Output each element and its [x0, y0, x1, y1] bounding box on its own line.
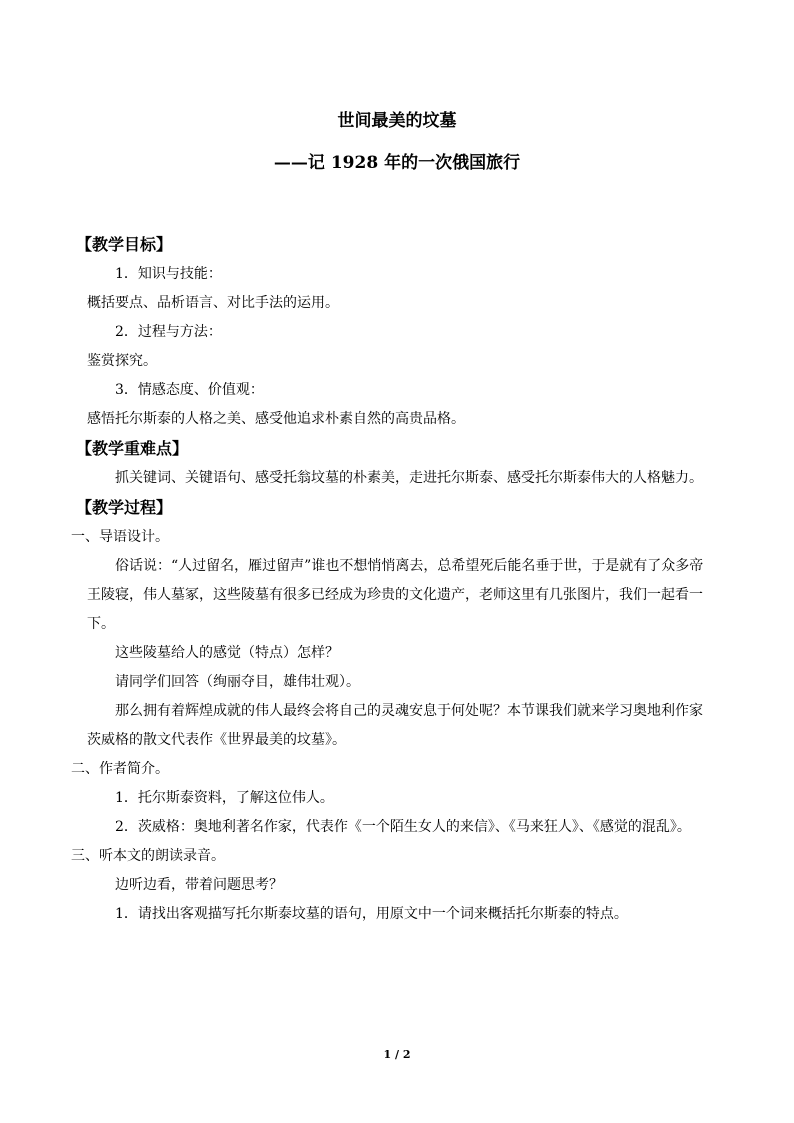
difficulties-heading: 【教学重难点】	[76, 439, 189, 458]
objective-item: 概括要点、品析语言、对比手法的运用。	[87, 295, 339, 311]
document-body	[71, 230, 707, 929]
intro-paragraph: 俗话说：“人过留名，雁过留声”谁也不想悄悄离去，总希望死后能名垂于世，于是就有了众多帝王陵寝，伟人墓冢，这些陵墓有很多已经成为珍贵的文化遗产，老师这里有几张图片，我们一起看一下。	[87, 558, 704, 632]
intro-paragraph: 这些陵墓给人的感觉（特点）怎样？	[115, 645, 339, 661]
document-subtitle: ——记 1928 年的一次俄国旅行	[273, 153, 521, 173]
difficulties-text: 抓关键词、关键语句、感受托翁坟墓的朴素美，走进托尔斯泰、感受托尔斯泰伟大的人格魅力。	[115, 470, 703, 486]
objective-item: 3．情感态度、价值观：	[115, 382, 264, 398]
objective-item: 感悟托尔斯泰的人格之美、感受他追求朴素自然的高贵品格。	[87, 411, 465, 427]
objective-item: 2．过程与方法：	[115, 324, 222, 340]
intro-paragraph: 那么拥有着辉煌成就的伟人最终会将自己的灵魂安息于何处呢？本节课我们就来学习奥地利作家茨威格的散文代表作《世界最美的坟墓》。	[87, 703, 703, 748]
page-number: 1 / 2	[383, 1048, 411, 1061]
author-paragraph: 1．托尔斯泰资料，了解这位伟人。	[115, 790, 334, 806]
author-paragraph: 2．茨威格：奥地利著名作家，代表作《一个陌生女人的来信》、《马来狂人》、《感觉的混乱》。	[115, 819, 691, 835]
author-title: 二、作者简介。	[71, 761, 169, 777]
objective-item: 鉴赏探究。	[87, 353, 157, 369]
document-title: 世间最美的坟墓	[337, 111, 457, 131]
listen-paragraph: 1．请找出客观描写托尔斯泰坟墓的语句，用原文中一个词来概括托尔斯泰的特点。	[115, 906, 628, 922]
intro-paragraph: 请同学们回答（绚丽夺目，雄伟壮观）。	[115, 674, 360, 690]
process-heading: 【教学过程】	[76, 498, 173, 517]
listen-paragraph: 边听边看，带着问题思考？	[115, 877, 283, 893]
objective-item: 1．知识与技能：	[115, 266, 222, 282]
listen-title: 三、听本文的朗读录音。	[71, 848, 225, 864]
intro-title: 一、导语设计。	[71, 529, 169, 545]
objectives-heading: 【教学目标】	[76, 235, 173, 254]
